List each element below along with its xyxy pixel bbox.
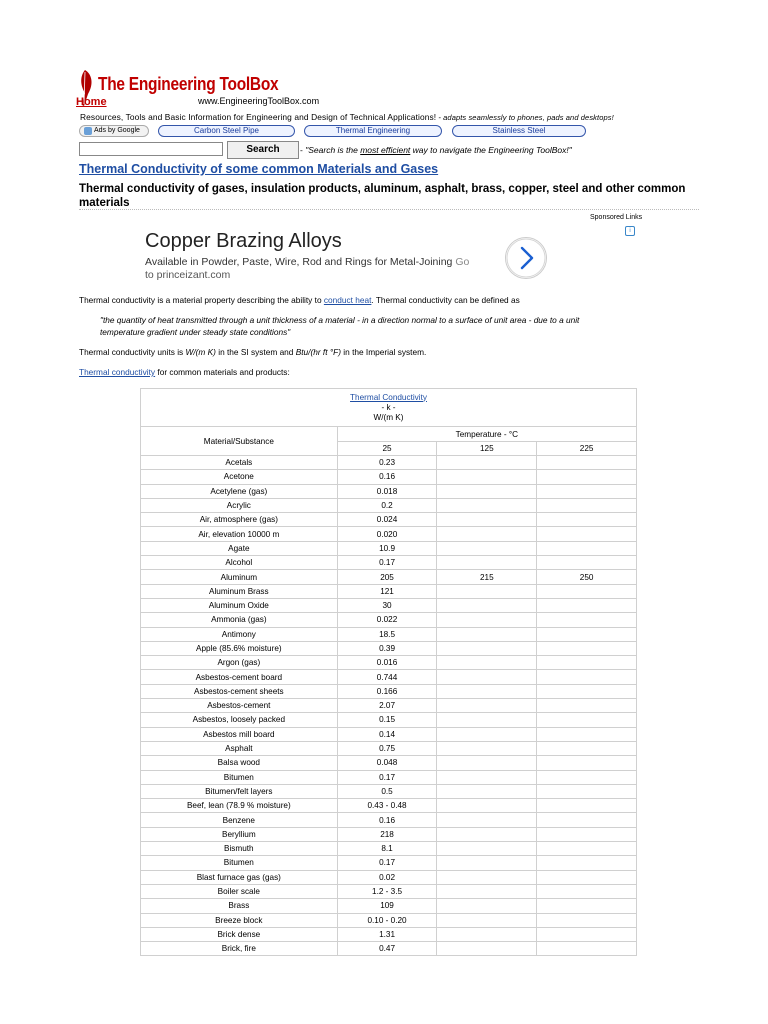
table-row: [141, 498, 637, 512]
table-title-unit: W/(m K): [373, 412, 404, 422]
conductivity-cell: [437, 842, 537, 856]
table-row: [141, 527, 637, 541]
conductivity-cell: [437, 756, 537, 770]
sponsored-links-label: Sponsored Links: [590, 214, 643, 221]
table-row: [141, 842, 637, 856]
conductivity-cell: [537, 884, 637, 898]
p1-post: . Thermal conductivity can be defined as: [371, 295, 520, 305]
material-cell: Bitumen: [141, 856, 338, 870]
conductivity-cell: [537, 641, 637, 655]
conductivity-cell: [437, 598, 537, 612]
table-row: [141, 913, 637, 927]
conductivity-cell: [437, 942, 537, 956]
conductivity-cell: [537, 727, 637, 741]
table-row: [141, 584, 637, 598]
temperature-header: Temperature - °C: [337, 427, 636, 442]
conductivity-cell: [437, 870, 537, 884]
search-hint: [300, 145, 572, 155]
conductivity-cell: 0.39: [337, 641, 437, 655]
table-row: [141, 670, 637, 684]
conductivity-cell: [537, 913, 637, 927]
conductivity-cell: 218: [337, 827, 437, 841]
material-cell: Beef, lean (78.9 % moisture): [141, 799, 338, 813]
material-cell: Bismuth: [141, 842, 338, 856]
ad-url[interactable]: to princeizant.com: [145, 269, 231, 281]
conductivity-cell: 0.16: [337, 813, 437, 827]
home-link[interactable]: Home: [76, 96, 107, 108]
tagline-suffix: - adapts seamlessly to phones, pads and desktops!: [436, 113, 614, 122]
conductivity-cell: [437, 484, 537, 498]
conductivity-cell: [437, 513, 537, 527]
conductivity-cell: [537, 770, 637, 784]
conductivity-cell: [437, 770, 537, 784]
p1-pre: Thermal conductivity is a material property describing the ability to: [79, 295, 324, 305]
ad-description[interactable]: [145, 256, 469, 268]
material-cell: Asbestos-cement: [141, 699, 338, 713]
material-cell: Asbestos-cement sheets: [141, 684, 338, 698]
conductivity-cell: [437, 684, 537, 698]
table-row: [141, 627, 637, 641]
conductivity-cell: 8.1: [337, 842, 437, 856]
material-cell: Acetylene (gas): [141, 484, 338, 498]
ad-description-text: Available in Powder, Paste, Wire, Rod and Rings for Metal-Joining: [145, 256, 453, 268]
table-row: [141, 570, 637, 584]
conductivity-cell: [537, 684, 637, 698]
conductivity-cell: 0.15: [337, 713, 437, 727]
conductivity-cell: [437, 584, 537, 598]
conductivity-cell: [537, 513, 637, 527]
conductivity-cell: 0.5: [337, 784, 437, 798]
conductivity-cell: [437, 741, 537, 755]
conductivity-cell: [537, 927, 637, 941]
conductivity-cell: 18.5: [337, 627, 437, 641]
table-row: [141, 656, 637, 670]
conductivity-cell: 0.23: [337, 456, 437, 470]
conductivity-cell: 0.16: [337, 470, 437, 484]
conductivity-cell: [537, 584, 637, 598]
thermal-conductivity-link[interactable]: Thermal conductivity: [79, 367, 156, 377]
table-row: [141, 613, 637, 627]
material-cell: Balsa wood: [141, 756, 338, 770]
p2-imperial-unit: Btu/(hr ft °F): [295, 347, 341, 357]
table-row: [141, 870, 637, 884]
search-button[interactable]: Search: [227, 141, 299, 159]
conductivity-cell: [437, 641, 537, 655]
table-row: [141, 784, 637, 798]
conductivity-cell: 0.43 - 0.48: [337, 799, 437, 813]
search-quote-em: most efficient: [360, 145, 411, 155]
table-row: [141, 827, 637, 841]
temp-header-125: 125: [437, 442, 537, 456]
material-cell: Air, elevation 10000 m: [141, 527, 338, 541]
conductivity-cell: [437, 541, 537, 555]
material-cell: Agate: [141, 541, 338, 555]
conductivity-cell: [537, 827, 637, 841]
material-cell: Breeze block: [141, 913, 338, 927]
paragraph-table-intro: [79, 367, 290, 377]
ads-info-icon: [84, 127, 92, 135]
ad-link-stainless-steel[interactable]: Stainless Steel: [452, 125, 586, 137]
table-row: [141, 684, 637, 698]
conductivity-cell: [537, 699, 637, 713]
conductivity-cell: [537, 942, 637, 956]
conductivity-cell: 30: [337, 598, 437, 612]
table-row: [141, 856, 637, 870]
conductivity-cell: [537, 470, 637, 484]
quote-line-1: "the quantity of heat transmitted through a unit thickness of a material - in a direction normal to a surface of unit area - due to a unit: [100, 315, 580, 325]
ads-by-label: Ads by Google: [94, 127, 140, 134]
conductivity-cell: 205: [337, 570, 437, 584]
material-header: Material/Substance: [141, 427, 338, 456]
quote-line-2: temperature gradient under steady state conditions": [100, 327, 291, 337]
p3-post: for common materials and products:: [155, 367, 290, 377]
conductivity-cell: [437, 913, 537, 927]
table-row: [141, 556, 637, 570]
conductivity-cell: 2.07: [337, 699, 437, 713]
material-cell: Asbestos mill board: [141, 727, 338, 741]
material-cell: Ammonia (gas): [141, 613, 338, 627]
conductivity-cell: 0.018: [337, 484, 437, 498]
material-cell: Bitumen: [141, 770, 338, 784]
conductivity-cell: 215: [437, 570, 537, 584]
search-quote-post: way to navigate the Engineering ToolBox!": [410, 145, 572, 155]
conductivity-cell: 1.31: [337, 927, 437, 941]
material-cell: Aluminum Oxide: [141, 598, 338, 612]
ad-link-thermal-engineering[interactable]: Thermal Engineering: [304, 125, 442, 137]
conductivity-cell: [437, 498, 537, 512]
conductivity-table-wrap: [140, 388, 637, 956]
conductivity-cell: [537, 741, 637, 755]
conductivity-cell: 250: [537, 570, 637, 584]
material-cell: Beryllium: [141, 827, 338, 841]
p2-mid: in the SI system and: [215, 347, 296, 357]
material-cell: Asbestos-cement board: [141, 670, 338, 684]
conductivity-cell: [537, 899, 637, 913]
table-row: [141, 770, 637, 784]
conductivity-cell: [537, 556, 637, 570]
p2-post: in the Imperial system.: [341, 347, 427, 357]
material-cell: Asbestos, loosely packed: [141, 713, 338, 727]
paragraph-units: [79, 347, 426, 357]
table-row: [141, 513, 637, 527]
conductivity-cell: [537, 813, 637, 827]
conductivity-cell: [537, 713, 637, 727]
conductivity-cell: [537, 799, 637, 813]
conductivity-cell: [537, 627, 637, 641]
table-title-cell: [141, 389, 637, 427]
conductivity-cell: [437, 899, 537, 913]
temp-header-25: 25: [337, 442, 437, 456]
conductivity-cell: 0.016: [337, 656, 437, 670]
table-row: [141, 942, 637, 956]
material-cell: Acetone: [141, 470, 338, 484]
material-cell: Argon (gas): [141, 656, 338, 670]
material-cell: Alcohol: [141, 556, 338, 570]
conductivity-cell: 0.17: [337, 556, 437, 570]
conductivity-cell: [537, 670, 637, 684]
conductivity-cell: [537, 541, 637, 555]
material-cell: Antimony: [141, 627, 338, 641]
material-cell: Bitumen/felt layers: [141, 784, 338, 798]
conductivity-cell: [437, 670, 537, 684]
conductivity-cell: [437, 813, 537, 827]
table-row: [141, 927, 637, 941]
material-cell: Brick, fire: [141, 942, 338, 956]
temp-header-225: 225: [537, 442, 637, 456]
table-row: [141, 756, 637, 770]
conductivity-cell: 0.2: [337, 498, 437, 512]
ad-title[interactable]: Copper Brazing Alloys: [145, 230, 342, 252]
table-row: [141, 456, 637, 470]
conductivity-cell: 0.14: [337, 727, 437, 741]
material-cell: Acrylic: [141, 498, 338, 512]
tagline-text: Resources, Tools and Basic Information for Engineering and Design of Technical Applications!: [80, 112, 437, 122]
conductivity-cell: [437, 827, 537, 841]
search-quote-pre: "Search is the: [305, 145, 361, 155]
conductivity-cell: [437, 470, 537, 484]
conductivity-cell: 0.17: [337, 856, 437, 870]
conductivity-cell: [537, 870, 637, 884]
table-row: [141, 470, 637, 484]
conductivity-cell: [537, 656, 637, 670]
conductivity-cell: [537, 784, 637, 798]
table-row: [141, 727, 637, 741]
p2-si-unit: W/(m K): [185, 347, 216, 357]
ads-by-google-button[interactable]: [79, 125, 149, 137]
definition-quote: [100, 314, 700, 338]
material-cell: Asphalt: [141, 741, 338, 755]
adchoices-icon[interactable]: i: [625, 226, 635, 236]
conductivity-cell: 0.166: [337, 684, 437, 698]
table-row: [141, 799, 637, 813]
paragraph-definition: [79, 295, 520, 305]
table-row: [141, 641, 637, 655]
conductivity-cell: [437, 527, 537, 541]
conductivity-cell: [537, 456, 637, 470]
conductivity-cell: [537, 842, 637, 856]
table-row: [141, 541, 637, 555]
material-cell: Brass: [141, 899, 338, 913]
material-cell: Brick dense: [141, 927, 338, 941]
conductivity-cell: 121: [337, 584, 437, 598]
conductivity-cell: 0.17: [337, 770, 437, 784]
conductivity-cell: [437, 713, 537, 727]
conductivity-cell: [537, 484, 637, 498]
table-row: [141, 741, 637, 755]
material-cell: Aluminum: [141, 570, 338, 584]
p2-pre: Thermal conductivity units is: [79, 347, 186, 357]
conductivity-cell: [537, 856, 637, 870]
conductivity-cell: [437, 884, 537, 898]
conductivity-cell: [537, 498, 637, 512]
table-row: [141, 884, 637, 898]
conductivity-cell: [437, 727, 537, 741]
conductivity-cell: 10.9: [337, 541, 437, 555]
conductivity-cell: [437, 927, 537, 941]
table-title-symbol: - k -: [381, 402, 396, 412]
material-cell: Apple (85.6% moisture): [141, 641, 338, 655]
tagline: [80, 112, 614, 122]
table-body: [141, 456, 637, 956]
conductivity-cell: 0.022: [337, 613, 437, 627]
table-title-link[interactable]: Thermal Conductivity: [350, 392, 427, 402]
table-row: [141, 899, 637, 913]
conductivity-cell: 0.02: [337, 870, 437, 884]
conductivity-cell: [437, 556, 537, 570]
conductivity-cell: [437, 613, 537, 627]
conductivity-cell: [537, 613, 637, 627]
conductivity-table: [140, 388, 637, 956]
material-cell: Boiler scale: [141, 884, 338, 898]
search-dash: -: [300, 145, 303, 155]
conductivity-cell: 109: [337, 899, 437, 913]
conductivity-cell: [537, 527, 637, 541]
page-title[interactable]: Thermal Conductivity of some common Materials and Gases: [79, 162, 439, 176]
chevron-right-icon[interactable]: [505, 237, 547, 279]
conductivity-cell: 0.10 - 0.20: [337, 913, 437, 927]
conductivity-cell: [537, 598, 637, 612]
material-cell: Aluminum Brass: [141, 584, 338, 598]
conductivity-cell: 0.020: [337, 527, 437, 541]
site-url: www.EngineeringToolBox.com: [198, 96, 320, 106]
material-cell: Acetals: [141, 456, 338, 470]
table-row: [141, 699, 637, 713]
conductivity-cell: [437, 699, 537, 713]
divider: [79, 209, 699, 210]
conductivity-cell: 1.2 - 3.5: [337, 884, 437, 898]
conductivity-cell: [537, 756, 637, 770]
conduct-heat-link[interactable]: conduct heat: [323, 295, 372, 305]
conductivity-cell: 0.048: [337, 756, 437, 770]
conductivity-cell: [437, 656, 537, 670]
table-row: [141, 484, 637, 498]
material-cell: Benzene: [141, 813, 338, 827]
table-row: [141, 813, 637, 827]
page-subtitle: Thermal conductivity of gases, insulation products, aluminum, asphalt, brass, copper, steel and other common materials: [79, 183, 686, 209]
conductivity-cell: [437, 456, 537, 470]
conductivity-cell: 0.024: [337, 513, 437, 527]
search-input[interactable]: [79, 142, 223, 156]
conductivity-cell: [437, 627, 537, 641]
ad-link-carbon-steel-pipe[interactable]: Carbon Steel Pipe: [158, 125, 295, 137]
conductivity-cell: [437, 856, 537, 870]
conductivity-cell: [437, 799, 537, 813]
table-row: [141, 598, 637, 612]
conductivity-cell: 0.47: [337, 942, 437, 956]
conductivity-cell: 0.744: [337, 670, 437, 684]
conductivity-cell: 0.75: [337, 741, 437, 755]
material-cell: Air, atmosphere (gas): [141, 513, 338, 527]
site-logo-title[interactable]: The Engineering ToolBox: [98, 74, 279, 94]
material-cell: Blast furnace gas (gas): [141, 870, 338, 884]
table-row: [141, 713, 637, 727]
conductivity-cell: [437, 784, 537, 798]
ad-go-text: Go: [455, 256, 470, 268]
